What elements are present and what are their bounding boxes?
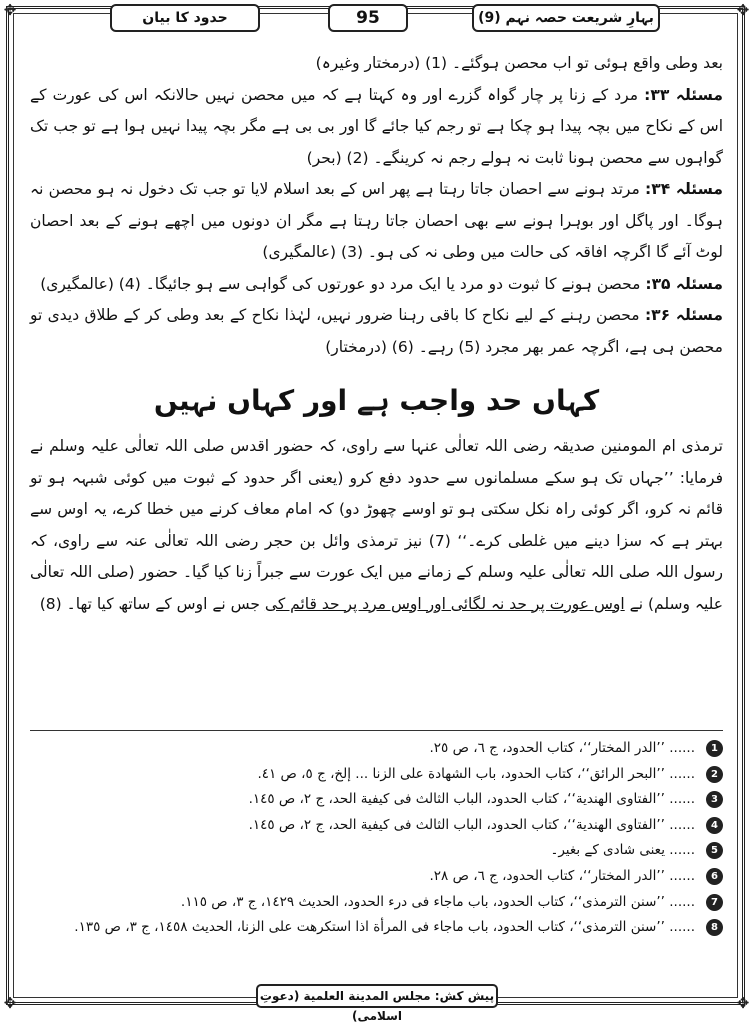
footnote-number-badge: 4 (706, 817, 723, 834)
footnote-number-badge: 7 (706, 894, 723, 911)
masala-text: مرتد ہونے سے احصان جاتا رہتا ہے پھر اس کے بعد اسلام لایا تو جب تک دخول نہ ہو محصن نہ ہوگا۔ اور پاگل اور بوہرا ہونے سے بھی احصان جاتا رہتا ہے مگر ان دونوں میں اچھے ہونے کے بعد احصان لوٹ آئے گا اگرچہ افاقہ کی حالت میں وطی نہ کی ہو۔ (3) (عالمگیری) (30, 180, 723, 261)
masala-label: مسئلہ ۳۴: (645, 180, 723, 198)
footnotes-list (30, 736, 723, 941)
footnote-text: ...... یعنی شادی کے بغیر۔ (550, 842, 695, 859)
masala-text: مرد کے زنا پر چار گواہ گزرے اور وہ کہتا ہے کہ میں محصن نہیں حالانکہ اس کی عورت کے اس کے نکاح میں بچہ پیدا ہو چکا ہے تو رجم کیا جائے گا اور بی بی ہے مگر بچہ پیدا نہیں ہوا ہے تو جب تک گواہوں سے محصن ہونا ثابت نہ ہولے رجم نہ کرینگے۔ (2) (بحر) (30, 85, 723, 167)
footnote-number-badge: 3 (706, 791, 723, 808)
section-heading: کہاں حد واجب ہے اور کہاں نہیں (153, 384, 600, 417)
footnote-divider (30, 730, 723, 731)
footnote-item (30, 813, 723, 839)
footer-org: مجلس المدینة العلمیة (303, 989, 431, 1003)
masala-34 (30, 174, 723, 269)
footnote-item (30, 915, 723, 941)
footnote-text: ...... ’’الدر المختار‘‘، کتاب الحدود، ج ٦، ص ٢٥. (429, 740, 695, 756)
footer-label: پیش کش: (434, 989, 495, 1003)
intro-line: بعد وطی واقع ہوئی تو اب محصن ہوگئے۔ (1) (درمختار وغیرہ) (315, 54, 723, 72)
footnote-item (30, 762, 723, 788)
footnote-text: ...... ’’الفتاوی الهندية‘‘، کتاب الحدود، الباب الثالث فی کیفیة الحد، ج ٢، ص ١٤٥. (248, 816, 695, 833)
masala-label: مسئلہ ۳۶: (644, 306, 723, 324)
corner-ornament-icon: ✥ (736, 1, 750, 19)
footnote-number-badge: 1 (706, 740, 723, 757)
footnote-number-badge: 2 (706, 766, 723, 783)
footer-sub: (دعوتِ اسلامی) (259, 989, 403, 1023)
page-number: 95 (328, 4, 408, 32)
footnote-text: ...... ’’سنن الترمذی‘‘، کتاب الحدود، باب ماجاء فی درء الحدود، الحدیث ١٤٢٩، ج ٣، ص ١١٥. (180, 893, 695, 910)
footnote-number-badge: 5 (706, 842, 723, 859)
footnote-text: ...... ’’البحر الرائق‘‘، کتاب الحدود، باب الشهادة علی الزنا ... إلخ، ج ٥، ص ٤١. (257, 765, 695, 782)
masala-35 (30, 269, 723, 301)
book-title: بہارِ شریعت حصہ نہم (9) (472, 4, 660, 32)
footnote-item (30, 890, 723, 916)
corner-ornament-icon: ✥ (3, 994, 17, 1012)
footnote-text: ...... ’’الدر المختار‘‘، کتاب الحدود، ج ٦، ص ٢٨. (429, 867, 695, 884)
corner-ornament-icon: ✥ (736, 994, 750, 1012)
underlined-text: اوس عورت پر حد نہ لگائی اور اوس مرد پر حد قائم کی (264, 594, 625, 613)
masala-text: محصن ہونے کا ثبوت دو مرد یا ایک مرد دو عورتوں کی گواہی سے ہو جائیگا۔ (4) (عالمگیری) (40, 274, 641, 293)
main-text (30, 48, 723, 620)
publisher-footer (256, 984, 498, 1023)
page-header (92, 4, 662, 34)
paragraph-end: جس نے اوس کے ساتھ کیا تھا۔ (8) (39, 594, 260, 613)
masala-33 (30, 80, 723, 175)
footnote-item (30, 864, 723, 890)
footnote-item (30, 736, 723, 762)
masala-text: محصن رہنے کے لیے نکاح کا باقی رہنا ضرور نہیں، لہٰذا نکاح کے بعد وطی کر کے طلاق دیدی تو محصن ہی ہے، اگرچہ عمر بھر مجرد (5) رہے۔ (6) (درمختار) (30, 306, 723, 356)
corner-ornament-icon: ✥ (3, 1, 17, 19)
masala-label: مسئلہ ۳۵: (645, 274, 723, 293)
footnote-item (30, 838, 723, 864)
footnote-text: ...... ’’الفتاوی الهندية‘‘، کتاب الحدود، الباب الثالث فی کیفیة الحد، ج ٢، ص ١٤٥. (248, 791, 695, 808)
footnote-text: ...... ’’سنن الترمذی‘‘، کتاب الحدود، باب ماجاء فی المرأة اذا استکرهت علی الزنا، الحدیث ١٤٥٨، ج ٣، ص ١٣٥. (74, 919, 695, 936)
masala-36 (30, 300, 723, 363)
footnote-number-badge: 6 (706, 868, 723, 885)
paragraph-text: ترمذی ام المومنین صدیقہ رضی اللہ تعالٰی عنہا سے راوی، کہ حضور اقدس صلی اللہ تعالٰی علیہ وسلم نے فرمایا: ’’جہاں تک ہو سکے مسلمانوں سے حدود دفع کرو (یعنی اگر حدود کے ثبوت میں کوئی شبہہ ہو تو قائم نہ کرو، اگر کوئی راہ نکل سکتی ہو تو اوسے چھوڑ دو) کہ امام معاف کرنے میں خطا کرے، یہ اوس سے بہتر ہے کہ سزا دینے میں غلطی کرے۔‘‘ (7) نیز ترمذی وائل بن حجر رضی اللہ تعالٰی عنہ سے راوی، کہ رسول اللہ صلی اللہ تعالٰی علیہ وسلم کے زمانے میں ایک عورت سے جبراً زنا کیا گیا۔ حضور (صلی اللہ تعالٰی علیہ وسلم) نے (30, 437, 723, 613)
chapter-title: حدود کا بیان (110, 4, 260, 32)
hadith-paragraph (30, 431, 723, 620)
footnote-item (30, 787, 723, 813)
masala-label: مسئلہ ۳۳: (644, 85, 723, 104)
footnote-number-badge: 8 (706, 919, 723, 936)
